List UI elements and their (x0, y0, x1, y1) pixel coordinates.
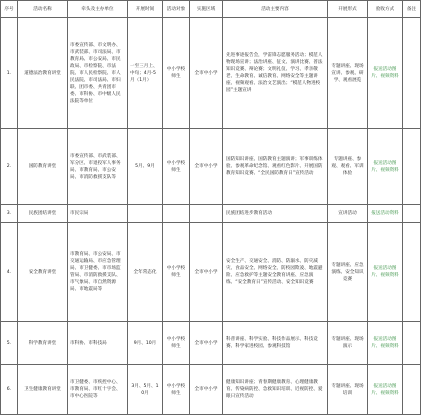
cell-name: 道德法治教育讲堂 (18, 18, 68, 129)
cell-check: 报送活动图片、视频资料 (368, 18, 403, 129)
header-target: 活动对象 (163, 1, 190, 18)
cell-no: 4. (1, 223, 18, 322)
cell-remark (403, 223, 421, 322)
cell-org: 市卫健委、市疾控中心、市教育局、市红十字会、市中心医院等 (68, 365, 128, 415)
cell-name: 国防教育讲堂 (18, 129, 68, 205)
cell-form: 专题讲座、现场培训 (328, 365, 368, 415)
cell-area: 全市中小学 (190, 223, 223, 322)
cell-remark (403, 365, 421, 415)
cell-name: 科学教育讲堂 (18, 322, 68, 365)
table-row (1, 205, 421, 223)
header-org: 牵头及主办单位 (68, 1, 128, 18)
cell-time (128, 205, 163, 223)
cell-check: 报送活动资料 (368, 205, 403, 223)
header-remark: 备注 (403, 1, 421, 18)
cell-remark (403, 129, 421, 205)
table-row (1, 18, 421, 129)
cell-content: 国防知识讲座、国防教育主题演讲；军事训练体验、参观革命纪念馆、观看红色影片、开展国防教育知识竞赛、“全民国防教育日”宣传活动 (223, 129, 328, 205)
cell-org: 市科协、市科技局 (68, 322, 128, 365)
header-name: 活动名称 (18, 1, 68, 18)
header-time: 开展时间 (128, 1, 163, 18)
cell-form: 专题讲座、现场演示 (328, 322, 368, 365)
cell-no: 1. (1, 18, 18, 129)
cell-name: 安全教育讲堂 (18, 223, 68, 322)
cell-check: 报送活动图片、视频资料 (368, 322, 403, 365)
cell-time: 5月、9月 (128, 129, 163, 205)
table-row (1, 365, 421, 415)
cell-remark (403, 205, 421, 223)
cell-time: 3月、5月、10月 (128, 365, 163, 415)
cell-check: 报送活动图片、视频资料 (368, 365, 403, 415)
cell-form: 专题讲座、应急演练、安全知识竞赛 (328, 223, 368, 322)
cell-area: 全市中小学 (190, 129, 223, 205)
cell-no: 2. (1, 129, 18, 205)
header-no: 序号 (1, 1, 18, 18)
cell-time: 9月、10月 (128, 322, 163, 365)
table-header-row (1, 1, 421, 18)
cell-org: 市委宣传部、市文明办、市武装部、市司法局、市教育局、市公安局、市民政局、市检察院、市法院、市人民检察院、市人民法院、市司法局、市妇联、团市委、共青团市委、市科协、市中级人民法院等单位 (68, 18, 128, 129)
cell-target: 中小学校师生 (163, 18, 190, 129)
cell-target: 中小学校师生 (163, 223, 190, 322)
cell-target: 中小学校师生 (163, 129, 190, 205)
cell-name: 卫生健康教育讲堂 (18, 365, 68, 415)
cell-content: 健康知识讲座；青春期健康教育、心理健康教育、传染病防控、急救知识培训、近视防控、爱眼日宣传活动 (223, 365, 328, 415)
table-row (1, 129, 421, 205)
cell-area: 全市中小学 (190, 18, 223, 129)
cell-area: 全市中小学 (190, 365, 223, 415)
cell-name: 民族团结讲堂 (18, 205, 68, 223)
cell-form: 宣讲活动 (328, 205, 368, 223)
cell-form: 专题讲座、现场宣讲、参观、研学、观看展览 (328, 18, 368, 129)
cell-check: 报送活动图片、视频资料 (368, 129, 403, 205)
cell-org: 市民宗局 (68, 205, 128, 223)
cell-remark (403, 18, 421, 129)
cell-content: 安全生产、交通安全、消防、防溺水、防灾减灾、食品安全、网络安全、防校园欺凌、地震避险、应急救护等主题安全教育讲座、应急演练、“安全教育日”宣传活动、安全知识竞赛 (223, 223, 328, 322)
cell-remark (403, 322, 421, 365)
cell-content: 民族团结进步教育活动 (223, 205, 328, 223)
cell-no: 5. (1, 322, 18, 365)
cell-org: 市委宣传部、市武装部、军分区、市退役军人事务局、市教育局、市公安局、市消防救援支队等 (68, 129, 128, 205)
cell-target (163, 205, 190, 223)
cell-area (190, 205, 223, 223)
cell-org: 市教育局、市公安局、市交通运输局、市应急管理局、市卫健委、市市场监管局、市消防救援支队、市气象局、市自然资源局、市地震局等 (68, 223, 128, 322)
cell-no: 6. (1, 365, 18, 415)
table-row (1, 223, 421, 322)
cell-content: 科普讲座、科学实验、科技作品展示、科技竞赛、科学家进校园、参观科技馆 (223, 322, 328, 365)
header-check: 验收方式 (368, 1, 403, 18)
cell-check: 报送活动图片、视频资料 (368, 223, 403, 322)
cell-area: 全市中小学 (190, 322, 223, 365)
cell-time: 一至三月上、中旬；4月-5月（1月） (128, 18, 163, 129)
cell-no: 3. (1, 205, 18, 223)
cell-time: 全年常态化 (128, 223, 163, 322)
cell-form: 专题讲座、参观、观看、军训体验 (328, 129, 368, 205)
cell-content: 先进事迹报告会，学雷锋志愿服务活动；模范人物现场宣讲；法治讲座、征文、演讲比赛、普法知识竞赛、辩论赛；文明礼仪、学习、孝亲敬老、生命教育、诚信教育、网络安全等主题讲座、视频观看、法治文艺演出；“模范人物进校园”主题宣讲 (223, 18, 328, 129)
header-form: 开展形式 (328, 1, 368, 18)
cell-target: 中小学校师生 (163, 365, 190, 415)
table-row (1, 322, 421, 365)
header-area: 实施区域 (190, 1, 223, 18)
cell-target: 中小学校师生 (163, 322, 190, 365)
header-content: 活动主要内容 (223, 1, 328, 18)
